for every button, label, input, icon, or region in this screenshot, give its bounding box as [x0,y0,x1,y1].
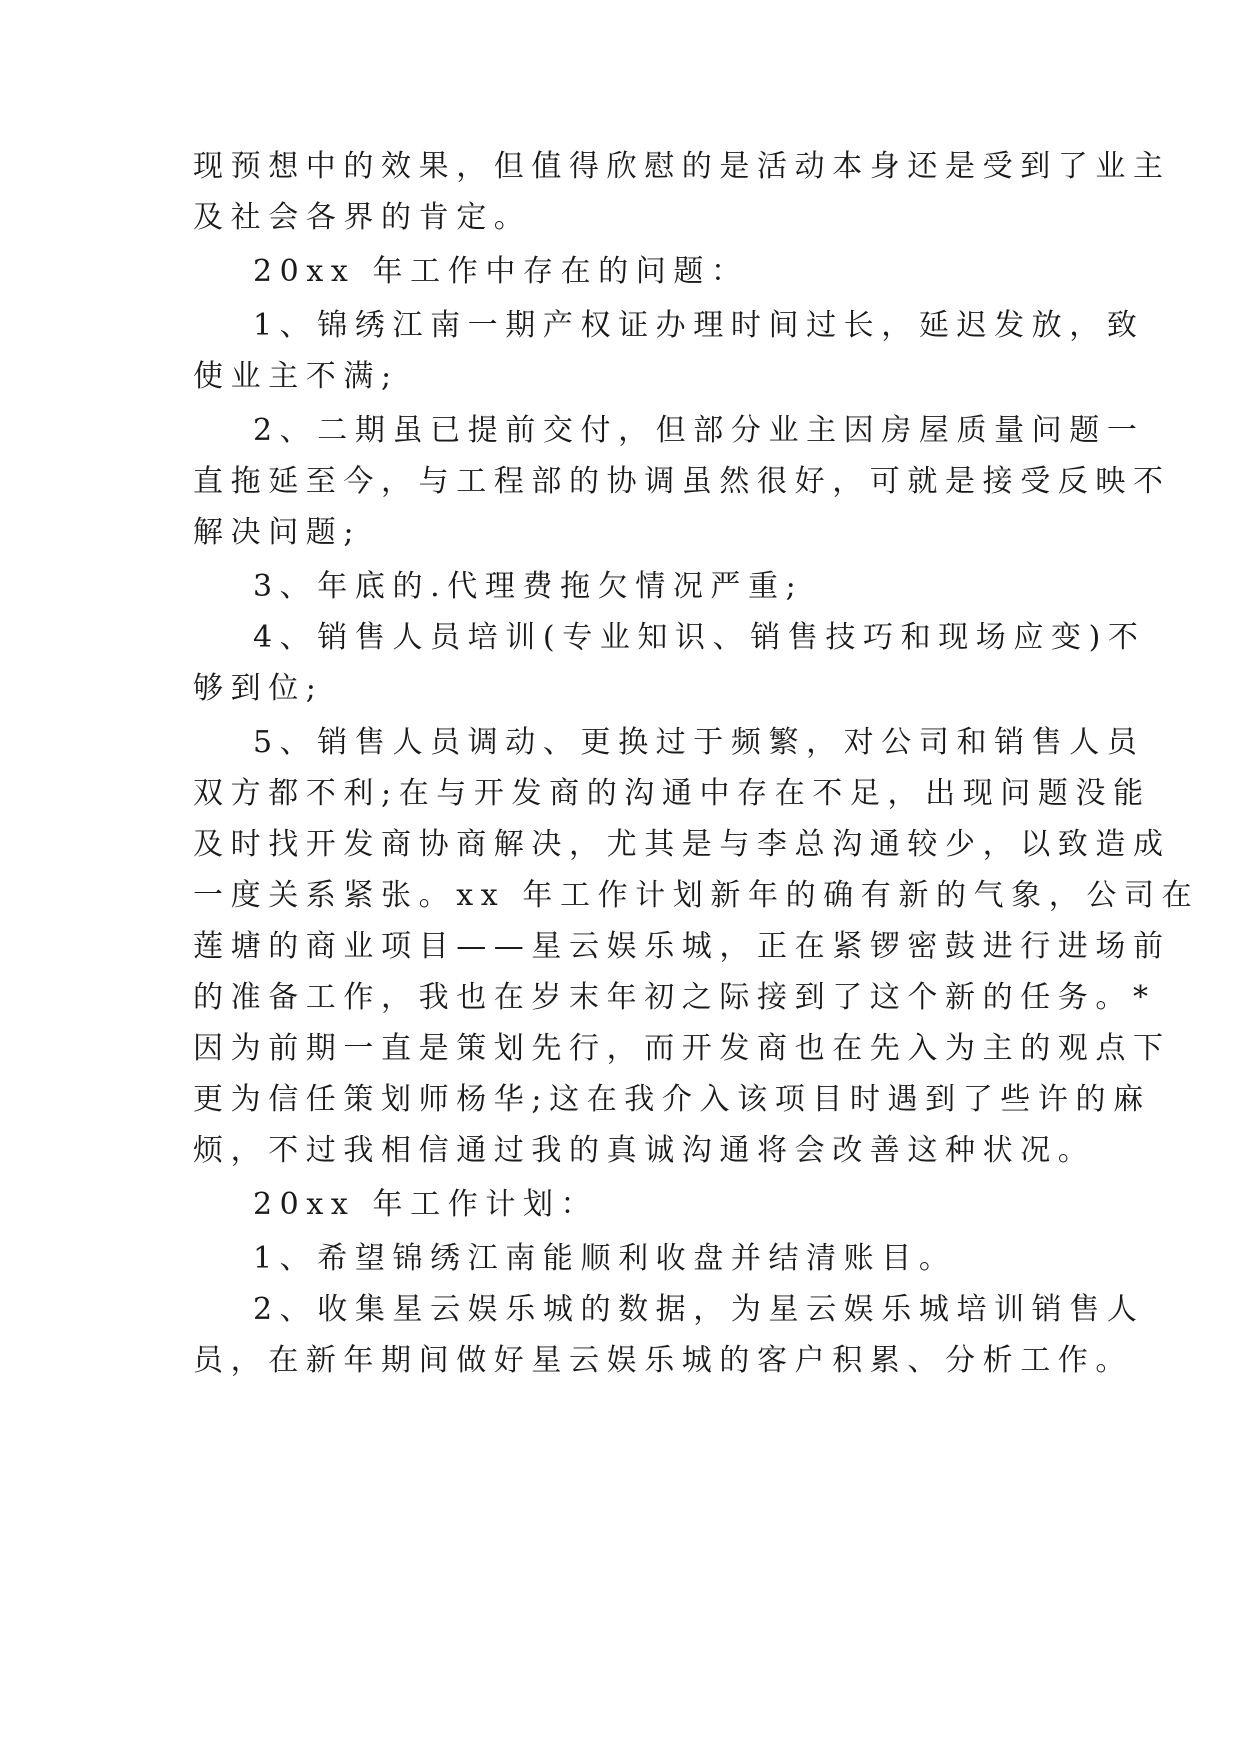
section-heading: 20xx 年工作中存在的问题： [253,254,749,289]
text-line: 及时找开发商协商解决，尤其是与李总沟通较少，以致造成 [193,827,1171,862]
list-item: 2、收集星云娱乐城的数据，为星云娱乐城培训销售人 [253,1292,1145,1327]
list-item: 5、销售人员调动、更换过于频繁，对公司和销售人员 [253,725,1145,760]
text-line: 因为前期一直是策划先行，而开发商也在先入为主的观点下 [193,1031,1171,1066]
section-heading: 20xx 年工作计划： [253,1187,599,1222]
list-item: 1、希望锦绣江南能顺利收盘并结清账目。 [253,1241,957,1276]
text-line: 双方都不利;在与开发商的沟通中存在不足，出现问题没能 [193,776,1151,811]
text-line: 够到位; [193,671,324,706]
text-line: 直拖延至今，与工程部的协调虽然很好，可就是接受反映不 [193,464,1171,499]
text-line: 更为信任策划师杨华;这在我介入该项目时遇到了些许的麻 [193,1082,1151,1117]
text-line: 员，在新年期间做好星云娱乐城的客户积累、分析工作。 [193,1343,1133,1378]
text-line: 的准备工作，我也在岁末年初之际接到了这个新的任务。* [193,980,1156,1015]
list-item: 1、锦绣江南一期产权证办理时间过长，延迟发放，致 [253,308,1145,343]
text-line: 及社会各界的肯定。 [193,200,532,235]
text-line: 现预想中的效果，但值得欣慰的是活动本身还是受到了业主 [193,149,1171,184]
list-item: 4、销售人员培训(专业知识、销售技巧和现场应变)不 [253,620,1146,655]
text-line: 莲塘的商业项目——星云娱乐城，正在紧锣密鼓进行进场前 [193,929,1171,964]
text-line: 烦，不过我相信通过我的真诚沟通将会改善这种状况。 [193,1133,1096,1168]
text-line: 使业主不满; [193,359,399,394]
list-item: 2、二期虽已提前交付，但部分业主因房屋质量问题一 [253,413,1145,448]
text-line: 解决问题; [193,515,362,550]
text-line: 一度关系紧张。xx 年工作计划新年的确有新的气象，公司在 [193,878,1200,913]
list-item: 3、年底的.代理费拖欠情况严重; [253,569,804,604]
